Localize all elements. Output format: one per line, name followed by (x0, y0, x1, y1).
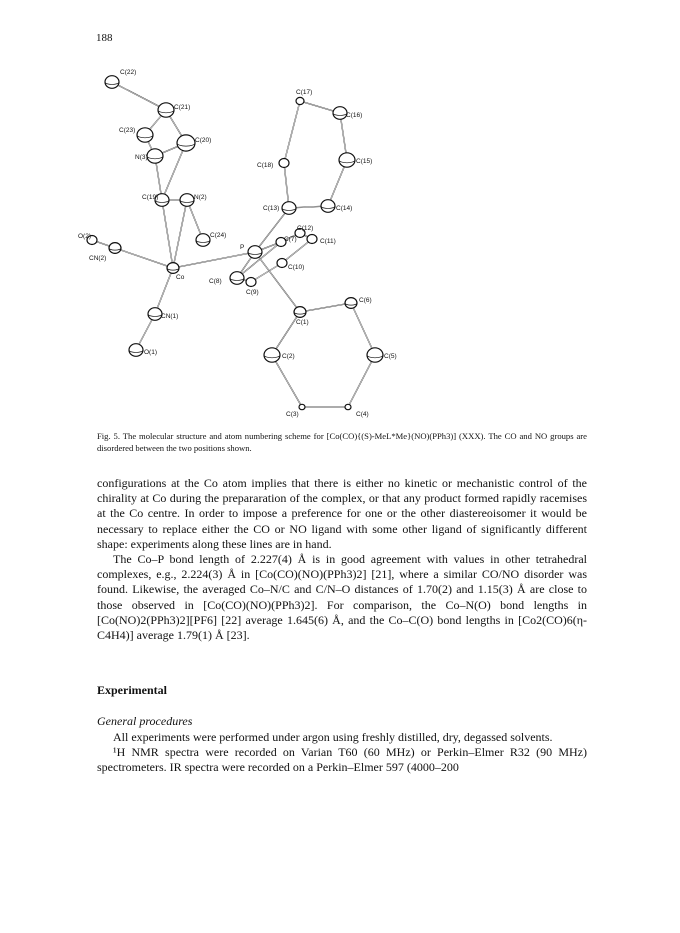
atom-label: N(3) (135, 154, 148, 161)
atom-ellipse (177, 135, 195, 151)
bond-highlight (284, 101, 300, 163)
atom-ellipse (230, 272, 244, 285)
atom-label: CN(1) (161, 313, 179, 320)
atom-ellipse (277, 259, 287, 268)
experimental-text (97, 730, 587, 776)
atom-ellipse (109, 243, 121, 254)
atom-label: C(5) (384, 353, 397, 360)
figure-caption: Fig. 5. The molecular structure and atom numbering scheme for [Co(CO){(S)-MeL*Me}(NO)(PPh3)] (XXX). The CO and NO groups are disordered between the two positions shown. (97, 431, 587, 453)
atom-label: CN(2) (89, 255, 107, 262)
bond-highlight (351, 303, 375, 355)
atom-ellipse (105, 76, 119, 89)
atom-label: C(17) (296, 89, 313, 96)
bond-highlight (272, 355, 302, 407)
atom-label: P (240, 244, 245, 251)
experimental-paragraph: All experiments were performed under argon using freshly distilled, dry, degassed solvents. (113, 730, 553, 744)
atom-ellipse (248, 246, 262, 259)
atom-label: C(9) (246, 289, 259, 296)
bond-highlight (162, 200, 173, 268)
atom-label: C(16) (346, 112, 363, 119)
atom-label: C(13) (263, 205, 280, 212)
atom-ellipse (148, 308, 162, 321)
page-number: 188 (96, 32, 113, 44)
atom-ellipse (296, 97, 304, 104)
atom-label: N(2) (194, 194, 207, 201)
atom-ellipse (339, 153, 355, 167)
bond-highlight (173, 252, 255, 268)
atom-ellipse (167, 263, 179, 274)
molecular-structure-figure (70, 55, 520, 425)
atom-label: C(4) (356, 411, 369, 418)
atom-label: C(3) (286, 411, 299, 418)
atom-ellipse (158, 103, 174, 117)
atom-label: C(23) (119, 127, 136, 134)
atom-ellipse (180, 194, 194, 207)
ortep-diagram (70, 55, 520, 425)
atom-label: C(10) (288, 264, 305, 271)
body-text (97, 476, 587, 643)
atom-label: C(2) (282, 353, 295, 360)
atom-label: O(1) (144, 349, 157, 356)
atom-label: C(6) (359, 297, 372, 304)
atom-label: C(15) (356, 158, 373, 165)
atom-label: Co (176, 274, 185, 281)
bond-highlight (173, 200, 187, 268)
bond-highlight (112, 82, 166, 110)
atom-label: C(19) (142, 194, 159, 201)
atom-label: C(18) (257, 162, 274, 169)
atom-ellipse (282, 202, 296, 215)
body-paragraph: The Co–P bond length of 2.227(4) Å is in good agreement with values in other tetrahedral complexes, e.g., 2.224(3) Å in [Co(CO)(NO)(PPh3)2] [21], where a similar CO/NO disorder was found. Likewise, the averaged Co–N/C and C/N–O distances of 1.70(2) and 1.15(3) Å are close to those observed in [Co(CO)(NO)(PPh3)2]. For comparison, the Co–N(O) bond lengths in [Co(NO)2(PPh3)2][PF6] [22] average 1.645(6) Å, and the Co–C(O) bond lengths in [Co2(CO)6(η-C4H4)] average 1.79(1) Å [23]. (97, 552, 587, 643)
atom-label: O(2) (78, 233, 91, 240)
atom-ellipse (307, 235, 317, 244)
atom-label: C(14) (336, 205, 353, 212)
atom-label: C(7) (284, 236, 297, 243)
atom-ellipse (345, 404, 351, 409)
atom-ellipse (264, 348, 280, 362)
atom-label: C(1) (296, 319, 309, 326)
bond-highlight (155, 268, 173, 314)
bond-highlight (348, 355, 375, 407)
atom-ellipse (333, 107, 347, 120)
atom-ellipse (246, 278, 256, 287)
atom-label: C(8) (209, 278, 222, 285)
atom-ellipse (321, 200, 335, 213)
atom-label: C(11) (320, 238, 336, 245)
atom-label: C(22) (120, 69, 137, 76)
section-heading: Experimental (97, 683, 167, 697)
bond-highlight (300, 303, 351, 312)
atom-ellipse (345, 298, 357, 309)
atom-ellipse (137, 128, 153, 142)
atom-ellipse (196, 234, 210, 247)
atom-ellipse (299, 404, 305, 409)
atom-ellipse (147, 149, 163, 163)
body-paragraph: configurations at the Co atom implies that there is either no kinetic or mechanistic control of the chirality at Co during the prepararation of the complex, or that any product formed rapidly racemises at the Co centre. In order to impose a preference for one or the other diastereoisomer it would be necessary to replace either the CO or NO ligand with some other ligand of significantly different shape: experiments along these lines are in hand. (97, 476, 587, 551)
atom-label: C(20) (195, 137, 212, 144)
atom-ellipse (279, 159, 289, 168)
atom-label: C(21) (174, 104, 191, 111)
atom-label: C(24) (210, 232, 227, 239)
atom-ellipse (294, 307, 306, 318)
atom-label: C(12) (297, 225, 314, 232)
atom-ellipse (129, 344, 143, 357)
experimental-paragraph: ¹H NMR spectra were recorded on Varian T60 (60 MHz) or Perkin–Elmer R32 (90 MHz) spectrometers. IR spectra were recorded on a Perkin–Elmer 597 (4000–200 (97, 745, 587, 775)
atom-ellipse (367, 348, 383, 362)
subsection-heading: General procedures (97, 714, 193, 728)
bond-highlight (115, 248, 173, 268)
